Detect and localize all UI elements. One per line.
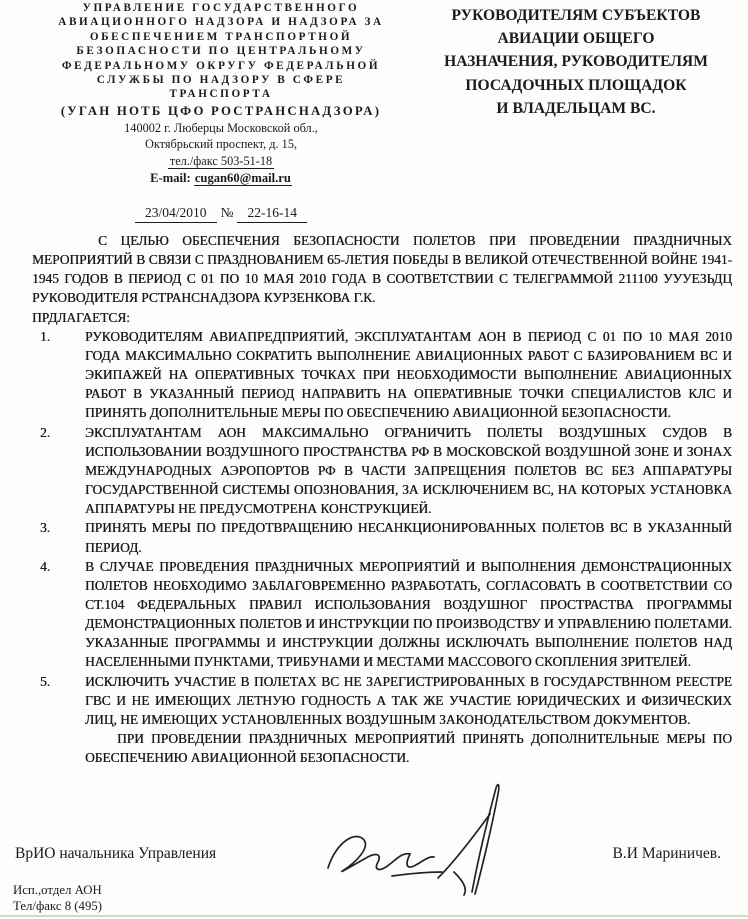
signature-row [15, 845, 727, 863]
list-number: 2. [40, 424, 51, 440]
addressee-line: НАЗНАЧЕНИЯ, РУКОВОДИТЕЛЯМ [444, 53, 708, 71]
list-number: 5. [40, 673, 51, 689]
org-name-line: ОБЕСПЕЧЕНИЕМ ТРАНСПОРТНОЙ [89, 30, 353, 43]
signer-name: В.И Мариничев. [612, 845, 721, 862]
document-date: 23/04/2010 [135, 204, 217, 223]
list-number: 4. [40, 558, 51, 574]
email-address: cugan60@mail.ru [194, 170, 291, 185]
addressee-block [404, 4, 748, 120]
list-item-4 [32, 557, 732, 672]
org-email-line [20, 170, 422, 187]
list-item-3 [32, 518, 732, 556]
org-address-line2: Октябрьский проспект, д. 15, [144, 137, 298, 152]
org-name-line: СЛУЖБЫ ПО НАДЗОРУ В СФЕРЕ [96, 74, 346, 87]
list-item-2 [32, 423, 732, 519]
executor-line: Исп.,отдел АОН [13, 883, 102, 897]
signer-position: ВрИО начальника Управления [15, 845, 217, 862]
handwritten-signature [322, 780, 512, 898]
phone-label: тел./факс [169, 154, 218, 169]
executor-phone: Тел/факс 8 (495) [13, 898, 103, 913]
number-sign: № [220, 204, 234, 220]
org-abbreviation: (УГАН НОТБ ЦФО РОСТРАНСНАДЗОРА) [60, 103, 382, 118]
list-item-text: РУКОВОДИТЕЛЯМ АВИАПРЕДПРИЯТИЙ, ЭКСПЛУАТАНТАМ АОН В ПЕРИОД С 01 ПО 10 МАЯ 2010 ГОДА МАКСИМАЛЬНО СОКРАТИТЬ ВЫПОЛНЕНИЕ АВИАЦИОННЫХ РАБОТ С БАЗИРОВАНИЕМ ВС И ЭКИПАЖЕЙ НА ОПЕРАТИВНЫХ ТОЧКАХ ПРИ НЕОБХОДИМОСТИ ВЫПОЛНЕНИЕ АВИАЦИОННЫХ РАБОТ В УКАЗАННЫЙ ПЕРИОД НАПРАВИТЬ НА ОПЕРАТИВНЫЕ ТОЧКИ СПЕЦИАЛИСТОВ КЛС И ПРИНЯТЬ ДОПОЛНИТЕЛЬНЫЕ МЕРЫ ПО ОБЕСПЕЧЕНИЮ АВИАЦИОННОЙ БЕЗОПАСНОСТИ. [85, 328, 732, 421]
proposes-line: ПРДЛАГАЕТСЯ: [32, 309, 130, 325]
addressee-line: И ВЛАДЕЛЬЦАМ ВС. [496, 99, 656, 117]
list-number: 1. [40, 328, 51, 344]
list-item-text: ЭКСПЛУАТАНТАМ АОН МАКСИМАЛЬНО ОГРАНИЧИТЬ ПОЛЕТЫ ВОЗДУШНЫХ СУДОВ В ИСПОЛЬЗОВАНИИ ВОЗДУШНОГО ПРОСТРАНСТВА РФ В МОСКОВСКОЙ ВОЗДУШНОЙ ЗОНЕ И ЗОНАХ МЕЖДУНАРОДНЫХ АЭРОПОРТОВ РФ В ЧАСТИ ЗАПРЕЩЕНИЯ ПОЛЕТОВ ВС БЕЗ АППАРАТУРЫ ГОСУДАРСТВЕННОЙ СИСТЕМЫ ОПОЗНОВАНИЯ, ЗА ИСКЛЮЧЕНИЕМ ВС, НА КОТОРЫХ УСТАНОВКА АППАРАТУРЫ НЕ ПРЕДУСМОТРЕНА КОНСТРУКЦИЕЙ. [85, 424, 732, 517]
executor-footer [13, 883, 102, 914]
org-address-line1: 140002 г. Люберцы Московской обл., [124, 120, 318, 135]
page-edge-line [0, 915, 748, 917]
org-name-line: БЕЗОПАСНОСТИ ПО ЦЕНТРАЛЬНОМУ [76, 45, 366, 58]
addressee-line: РУКОВОДИТЕЛЯМ СУБЪЕКТОВ [451, 7, 701, 24]
intro-paragraph: С ЦЕЛЬЮ ОБЕСПЕЧЕНИЯ БЕЗОПАСНОСТИ ПОЛЕТОВ ПРИ ПРОВЕДЕНИИ ПРАЗДНИЧНЫХ МЕРОПРИЯТИЙ В СВЯЗИ С ПРАЗДНОВАНИЕМ 65-ЛЕТИЯ ПОБЕДЫ В ВЕЛИКОЙ ОТЕЧЕСТВЕННОЙ ВОЙНЕ 1941-1945 ГОДОВ В ПЕРИОД С 01 ПО 10 МАЯ 2010 ГОДА В СООТВЕТСТВИИ С ТЕЛЕГРАММОЙ 211100 УУУЕЗЬДЦ РУКОВОДИТЕЛЯ РСТРАНСНАДЗОРА КУРЗЕНКОВА Г.К. [32, 233, 732, 306]
email-label: E-mail: [150, 170, 191, 185]
org-name-line: ТРАНСПОРТА [169, 88, 273, 101]
org-name-line: АВИАЦИОННОГО НАДЗОРА И НАДЗОРА ЗА [58, 16, 384, 29]
org-name-line: УПРАВЛЕНИЕ ГОСУДАРСТВЕННОГО [82, 2, 360, 14]
list-item-5 [32, 672, 732, 729]
org-phone-line [20, 153, 422, 170]
addressee-line: АВИАЦИИ ОБЩЕГО [497, 30, 655, 48]
org-name-line: ФЕДЕРАЛЬНОМУ ОКРУГУ ФЕДЕРАЛЬНОЙ [61, 59, 381, 72]
list-item-text: В СЛУЧАЕ ПРОВЕДЕНИЯ ПРАЗДНИЧНЫХ МЕРОПРИЯТИЙ И ВЫПОЛНЕНИЯ ДЕМОНСТРАЦИОННЫХ ПОЛЕТОВ НЕОБХОДИМО ЗАБЛАГОВРЕМЕННО РАЗРАБОТАТЬ, СОГЛАСОВАТЬ В СООТВЕТСТВИИ СО СТ.104 ФЕДЕРАЛЬНЫХ ПРАВИЛ ИСПОЛЬЗОВАНИЯ ВОЗДУШНОГ ПРОСТРАСТВА ПРОГРАММЫ ДЕМОНСТРАЦИОННЫХ ПОЛЕТОВ И ИНСТРУКЦИИ ПО ПРОИЗВОДСТВУ И УПРАВЛЕНИЮ ПОЛЕТАМИ. УКАЗАННЫЕ ПРОГРАММЫ И ИНСТРУКЦИИ ДОЛЖНЫ ИСКЛЮЧАТЬ ВЫПОЛНЕНИЕ ПОЛЕТОВ НАД НАСЕЛЕННЫМИ ПУНКТАМИ, ТРИБУНАМИ И МЕСТАМИ МАССОВОГО СКОПЛЕНИЯ ЗРИТЕЛЕЙ. [85, 558, 732, 670]
list-number: 3. [40, 520, 51, 536]
letter-body [32, 231, 732, 767]
closing-paragraph: ПРИ ПРОВЕДЕНИИ ПРАЗДНИЧНЫХ МЕРОПРИЯТИЙ ПРИНЯТЬ ДОПОЛНИТЕЛЬНЫЕ МЕРЫ ПО ОБЕСПЕЧЕНИЮ АВИАЦИОННОЙ БЕЗОПАСНОСТИ. [85, 731, 732, 766]
date-number-row [20, 204, 422, 223]
document-number: 22-16-14 [237, 204, 307, 223]
list-item-text: ИСКЛЮЧИТЬ УЧАСТИЕ В ПОЛЕТАХ ВС НЕ ЗАРЕГИСТРИРОВАННЫХ В ГОСУДАРСТВННОМ РЕЕСТРЕ ГВС И НЕ ИМЕЮЩИХ ЛЕТНУЮ ГОДНОСТЬ А ТАК ЖЕ УЧАСТИЕ ЮРИДИЧЕСКИХ И ФИЗИЧЕСКИХ ЛИЦ, НЕ ИМЕЮЩИХ УСТАНОВЛЕННЫХ ВОЗДУШНЫМ ЗАКОНОДАТЕЛЬСТВОМ ДОКУМЕНТОВ. [85, 673, 732, 727]
phone-number: 503-51-18 [220, 154, 273, 169]
letterhead [20, 1, 422, 223]
list-item-1 [32, 327, 732, 423]
list-item-text: ПРИНЯТЬ МЕРЫ ПО ПРЕДОТВРАЩЕНИЮ НЕСАНКЦИОНИРОВАННЫХ ПОЛЕТОВ ВС В УКАЗАННЫЙ ПЕРИОД. [85, 520, 732, 555]
addressee-line: ПОСАДОЧНЫХ ПЛОЩАДОК [465, 76, 687, 94]
